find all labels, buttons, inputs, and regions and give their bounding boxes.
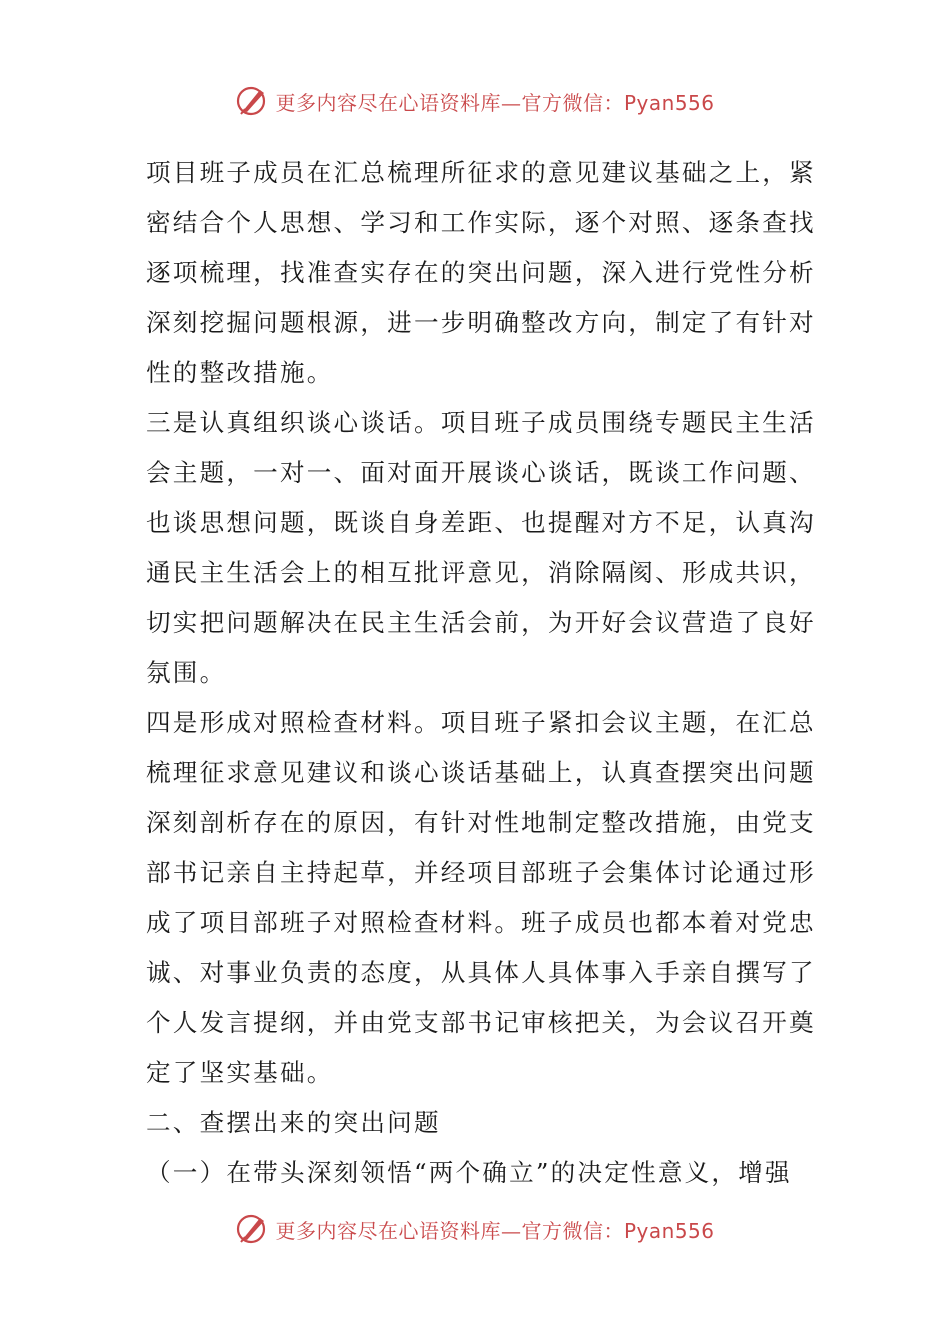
text-line: 梳理征求意见建议和谈心谈话基础上，认真查摆突出问题 bbox=[146, 758, 816, 787]
document-body bbox=[146, 148, 816, 1198]
text-line: （一）在带头深刻领悟“两个确立”的决定性意义，增强 bbox=[146, 1158, 792, 1187]
text-line: 二、查摆出来的突出问题 bbox=[146, 1108, 441, 1137]
text-line: 逐项梳理，找准查实存在的突出问题，深入进行党性分析 bbox=[146, 258, 816, 287]
watermark-text: 更多内容尽在心语资料库—官方微信：Pyan556 bbox=[275, 90, 715, 115]
text-line: 成了项目部班子对照检查材料。班子成员也都本着对党忠 bbox=[146, 908, 816, 937]
text-line: 氛围。 bbox=[146, 658, 227, 687]
text-line: 深刻剖析存在的原因，有针对性地制定整改措施，由党支 bbox=[146, 808, 816, 837]
text-line: 也谈思想问题，既谈自身差距、也提醒对方不足，认真沟 bbox=[146, 508, 816, 537]
text-line: 密结合个人思想、学习和工作实际，逐个对照、逐条查找 bbox=[146, 208, 816, 237]
text-line: 四是形成对照检查材料。项目班子紧扣会议主题，在汇总 bbox=[146, 708, 816, 737]
quill-pen-logo-icon bbox=[235, 1212, 269, 1246]
text-line: 会主题，一对一、面对面开展谈心谈话，既谈工作问题、 bbox=[146, 458, 816, 487]
text-line: 部书记亲自主持起草，并经项目部班子会集体讨论通过形 bbox=[146, 858, 816, 887]
header-watermark bbox=[0, 84, 950, 118]
text-line: 项目班子成员在汇总梳理所征求的意见建议基础之上，紧 bbox=[146, 158, 816, 187]
text-line: 定了坚实基础。 bbox=[146, 1058, 334, 1087]
text-line: 切实把问题解决在民主生活会前，为开好会议营造了良好 bbox=[146, 608, 816, 637]
quill-pen-logo-icon bbox=[235, 84, 269, 118]
text-line: 性的整改措施。 bbox=[146, 358, 334, 387]
text-line: 个人发言提纲，并由党支部书记审核把关，为会议召开奠 bbox=[146, 1008, 816, 1037]
text-line: 三是认真组织谈心谈话。项目班子成员围绕专题民主生活 bbox=[146, 408, 816, 437]
footer-watermark bbox=[0, 1212, 950, 1246]
watermark-text: 更多内容尽在心语资料库—官方微信：Pyan556 bbox=[275, 1218, 715, 1243]
text-line: 通民主生活会上的相互批评意见，消除隔阂、形成共识， bbox=[146, 558, 816, 587]
text-line: 深刻挖掘问题根源，进一步明确整改方向，制定了有针对 bbox=[146, 308, 816, 337]
text-line: 诚、对事业负责的态度，从具体人具体事入手亲自撰写了 bbox=[146, 958, 816, 987]
